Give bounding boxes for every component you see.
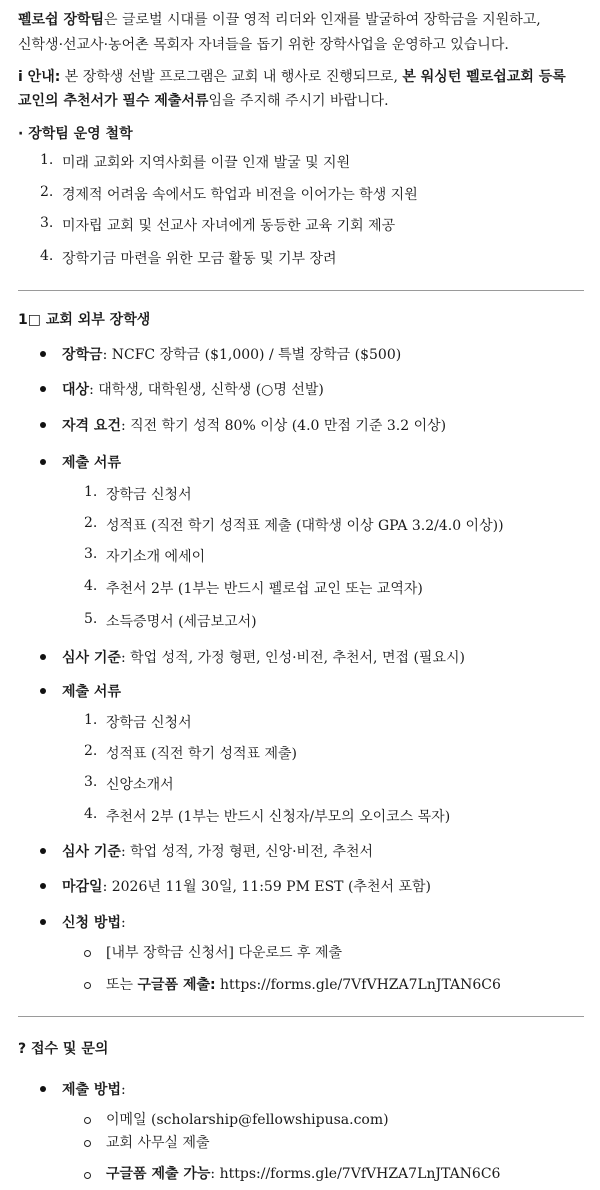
eligibility [62, 415, 446, 435]
doc-item-number: 1. [84, 484, 98, 500]
doc-item-text: 자기소개 에세이 [106, 549, 206, 565]
target-label: 대상 [62, 382, 90, 398]
scholarship-amount [62, 344, 401, 364]
notice-line-2-text: 임을 주지해 주시기 바랍니다. [208, 93, 389, 109]
philosophy-item-text: 경제적 어려움 속에서도 학업과 비전을 이어가는 학생 지원 [62, 187, 418, 203]
contact-google-form [106, 1163, 500, 1183]
bullet-icon [40, 848, 46, 854]
philosophy-item-number: 2. [40, 184, 54, 200]
google-form-link[interactable]: https://forms.gle/7VfVHZA7LnJTAN6C6 [215, 977, 501, 993]
doc-item-text: 소득증명서 (세금보고서) [106, 614, 257, 630]
philosophy-item-number: 1. [40, 152, 54, 168]
target-applicants [62, 379, 324, 399]
sub-bullet-icon [84, 1140, 91, 1147]
review-text: : 학업 성적, 가정 형편, 인성·비전, 추천서, 면접 (필요시) [120, 650, 465, 666]
doc-item-number: 1. [84, 712, 98, 728]
submit-method [62, 1079, 126, 1099]
intro-team-name: 펠로쉽 장학팀 [18, 12, 105, 28]
doc-item-text: 추천서 2부 (1부는 반드시 펠로쉽 교인 또는 교역자) [106, 581, 423, 597]
notice-label: i 안내: [18, 69, 61, 85]
apply-option-text: [내부 장학금 신청서] 다운로드 후 제출 [106, 945, 343, 961]
apply-method [62, 912, 126, 932]
contact-google-form-label: 구글폼 제출 가능 [106, 1166, 211, 1182]
doc-item-number: 4. [84, 578, 98, 594]
apply-option-download[interactable] [106, 942, 342, 962]
apply-option-prefix: 또는 [106, 977, 138, 993]
sub-bullet-icon [84, 950, 91, 957]
notice-required-docs: 교인의 추천서가 필수 제출서류 [18, 93, 209, 109]
doc-item-text: 추천서 2부 (1부는 반드시 신청자/부모의 오이코스 목자) [106, 809, 451, 825]
bullet-icon [40, 351, 46, 357]
apply-colon: : [120, 915, 126, 931]
doc-item-number: 2. [84, 515, 98, 531]
doc-item-number: 3. [84, 774, 98, 790]
doc-item-text: 장학금 신청서 [106, 715, 192, 731]
philosophy-item-number: 4. [40, 248, 54, 264]
target-text: : 대학생, 대학원생, 신학생 (○명 선발) [89, 382, 324, 398]
apply-label: 신청 방법 [62, 915, 121, 931]
deadline [62, 876, 431, 896]
eligibility-label: 자격 요건 [62, 418, 121, 434]
intro-line-1 [18, 9, 541, 29]
review-criteria [62, 647, 465, 667]
bullet-icon [40, 688, 46, 694]
review-2-label: 심사 기준 [62, 844, 121, 860]
scholarship-text: : NCFC 장학금 ($1,000) / 특별 장학금 ($500) [102, 347, 402, 363]
apply-option-google-form [106, 974, 501, 994]
doc-item-text: 성적표 (직전 학기 성적표 제출) [106, 746, 298, 762]
bullet-icon [40, 459, 46, 465]
bullet-icon [40, 654, 46, 660]
doc-item-number: 5. [84, 611, 98, 627]
doc-item-number: 3. [84, 546, 98, 562]
bullet-icon [40, 422, 46, 428]
sub-bullet-icon [84, 982, 91, 989]
notice-line-1 [18, 66, 566, 86]
sub-bullet-icon [84, 1117, 91, 1124]
notice-line-2 [18, 90, 389, 110]
divider [18, 290, 584, 291]
section-1-title: 1□ 교회 외부 장학생 [18, 312, 151, 328]
review-2-text: : 학업 성적, 가정 형편, 신앙·비전, 추천서 [120, 844, 374, 860]
contact-office: 교회 사무실 제출 [106, 1135, 210, 1151]
philosophy-item-number: 3. [40, 215, 54, 231]
bullet-icon [40, 919, 46, 925]
divider [18, 1016, 584, 1017]
deadline-text: : 2026년 11월 30일, 11:59 PM EST (추천서 포함) [102, 879, 431, 895]
doc-item-text: 장학금 신청서 [106, 487, 192, 503]
doc-item-text: 성적표 (직전 학기 성적표 제출 (대학생 이상 GPA 3.2/4.0 이상)) [106, 518, 504, 534]
intro-line-1-text: 은 글로벌 시대를 이끌 영적 리더와 인재를 발굴하여 장학금을 지원하고, [104, 12, 541, 28]
bullet-icon [40, 883, 46, 889]
contact-email[interactable]: 이메일 (scholarship@fellowshipusa.com) [106, 1112, 389, 1128]
philosophy-title: · 장학팀 운영 철학 [18, 126, 133, 142]
notice-text: 본 장학생 선발 프로그램은 교회 내 행사로 진행되므로, [60, 69, 398, 85]
doc-item-number: 2. [84, 743, 98, 759]
review-criteria-2 [62, 841, 373, 861]
philosophy-item-text: 미래 교회와 지역사회를 이끌 인재 발굴 및 지원 [62, 155, 351, 171]
doc-item-number: 4. [84, 806, 98, 822]
docs-2-label: 제출 서류 [62, 684, 121, 700]
philosophy-item-text: 장학기금 마련을 위한 모금 활동 및 기부 장려 [62, 251, 337, 267]
scholarship-label: 장학금 [62, 347, 103, 363]
bullet-icon [40, 1086, 46, 1092]
bullet-icon [40, 386, 46, 392]
eligibility-text: : 직전 학기 성적 80% 이상 (4.0 만점 기준 3.2 이상) [120, 418, 447, 434]
submit-method-label: 제출 방법 [62, 1082, 121, 1098]
contact-google-form-link[interactable]: : https://forms.gle/7VfVHZA7LnJTAN6C6 [210, 1166, 501, 1182]
contact-title: ? 접수 및 문의 [18, 1041, 109, 1057]
notice-bold-text: 본 워싱턴 펠로쉽교회 등록 [402, 69, 566, 85]
review-label: 심사 기준 [62, 650, 121, 666]
philosophy-item-text: 미자립 교회 및 선교사 자녀에게 동등한 교육 기회 제공 [62, 218, 396, 234]
intro-line-2: 신학생·선교사·농어촌 목회자 자녀들을 돕기 위한 장학사업을 운영하고 있습니다. [18, 37, 509, 53]
apply-option-bold: 구글폼 제출: [137, 977, 216, 993]
deadline-label: 마감일 [62, 879, 103, 895]
docs-label: 제출 서류 [62, 455, 121, 471]
submit-method-colon: : [120, 1082, 126, 1098]
sub-bullet-icon [84, 1172, 91, 1179]
doc-item-text: 신앙소개서 [106, 777, 174, 793]
